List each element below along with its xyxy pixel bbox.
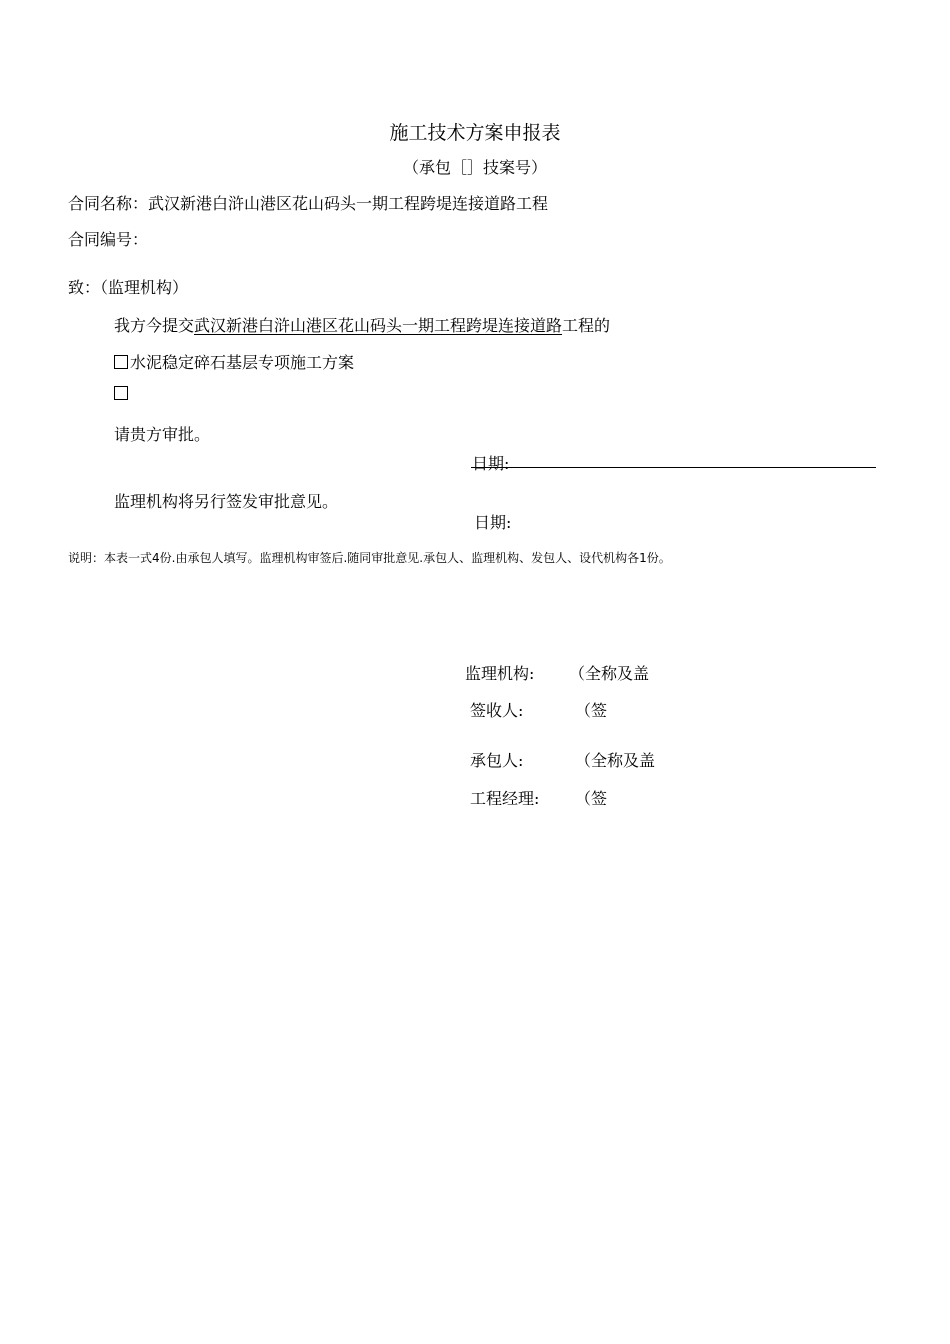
- submission-suffix: 工程的: [562, 316, 611, 335]
- submission-prefix: 我方今提交: [114, 316, 195, 335]
- receiver-value: （签: [575, 701, 608, 720]
- date-label-1: 日期:: [472, 454, 510, 473]
- contract-name-label: 合同名称：: [68, 194, 149, 213]
- form-subtitle: （承包［］技案号）: [402, 158, 547, 177]
- option-row-2[interactable]: [114, 384, 130, 403]
- addressee-line: 致：（监理机构）: [68, 278, 189, 297]
- manager-label: 工程经理:: [470, 789, 540, 808]
- contract-number-label: 合同编号：: [68, 230, 149, 249]
- submission-line: [114, 313, 610, 336]
- checkbox-icon[interactable]: [114, 386, 128, 400]
- date-underline: [471, 467, 876, 468]
- checkbox-icon[interactable]: [114, 355, 128, 369]
- request-line: 请贵方审批。: [114, 425, 211, 444]
- manager-value: （签: [575, 789, 608, 808]
- contract-name-value: 武汉新港白浒山港区花山码头一期工程跨堤连接道路工程: [148, 194, 549, 213]
- contractor-label: 承包人:: [470, 751, 524, 770]
- supervisor-label: 监理机构:: [465, 664, 535, 683]
- contract-name-row: [68, 191, 548, 214]
- receiver-label: 签收人:: [470, 701, 524, 720]
- contractor-value: （全称及盖: [575, 751, 656, 770]
- supervisor-value: （全称及盖: [569, 664, 650, 683]
- option-row-1[interactable]: [114, 350, 354, 373]
- review-line: 监理机构将另行签发审批意见。: [114, 492, 339, 511]
- form-note: 说明：本表一式4份.由承包人填写。监理机构审签后.随同审批意见.承包人、监理机构、发包人、设代机构各1份。: [68, 551, 671, 565]
- submission-project: 武汉新港白浒山港区花山码头一期工程跨堤连接道路: [194, 316, 563, 335]
- option-1-label: 水泥稳定碎石基层专项施工方案: [130, 353, 355, 372]
- date-label-2: 日期:: [474, 513, 512, 532]
- form-title: 施工技术方案申报表: [389, 122, 561, 144]
